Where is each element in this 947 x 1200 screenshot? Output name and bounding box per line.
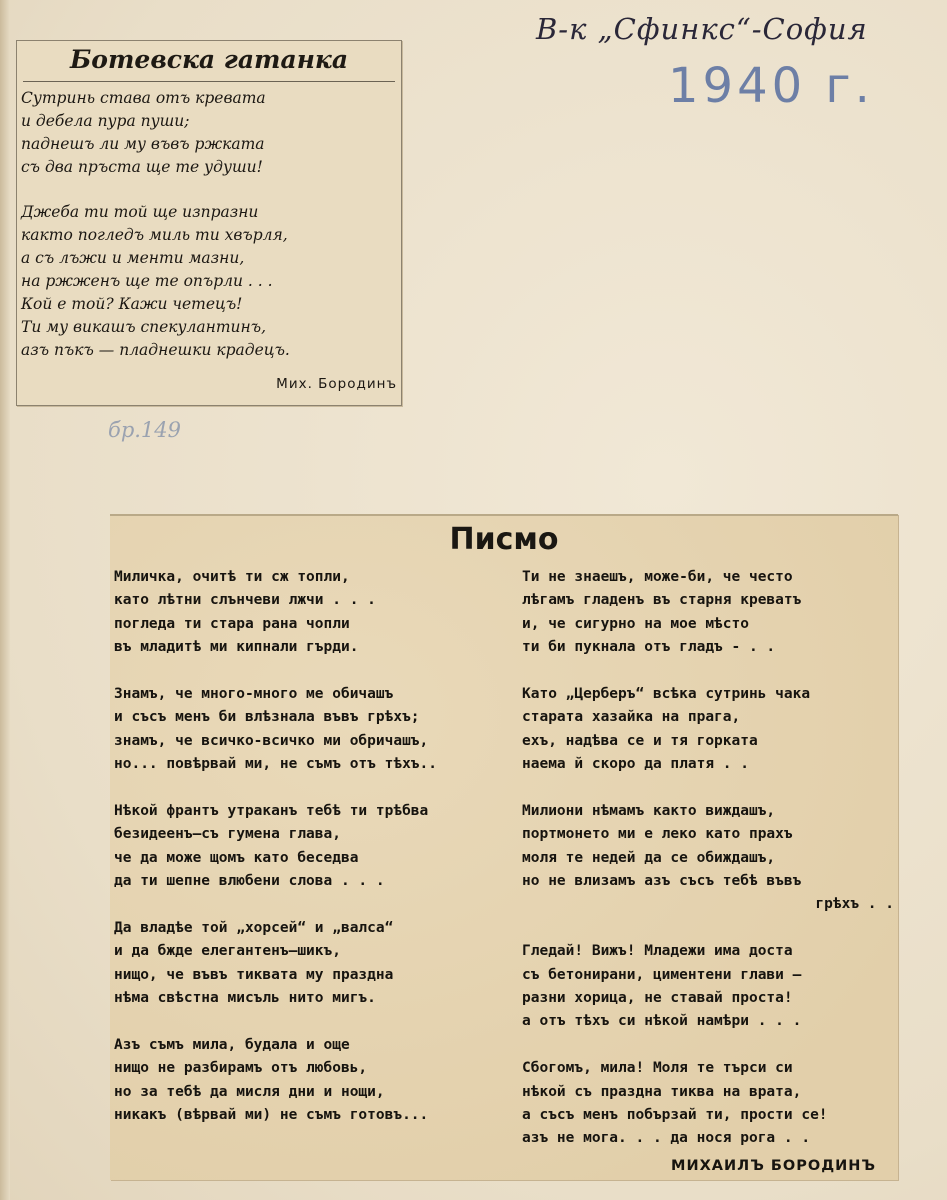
poem-line: нѣкой съ праздна тиква на врата, [522,1083,802,1100]
poem-stanza [522,1057,898,1151]
poem-stanza [522,800,898,917]
poem-line: наема й скоро да платя . . [522,756,749,773]
poem-line: че да може щомъ като беседва [114,849,359,866]
poem-line: Азъ съмъ мила, будала и още [114,1036,350,1053]
poem-line: въ младитѣ ми кипнали гърди. [114,639,359,656]
title-rule [23,81,395,82]
poem-line: нищо не разбирамъ отъ любовь, [114,1060,368,1077]
poem-line: а отъ тѣхъ си нѣкой намѣри . . . [522,1013,802,1030]
poem-stanza [114,1034,506,1128]
poem-line: Кой е той? Кажи четецъ! [21,295,243,313]
poem-line: ти би пукнала отъ гладъ - . . [522,639,776,656]
clipping-botevska-gatanka [16,40,402,406]
handwritten-year: 1940 г. [668,58,874,114]
poem-line: Нѣкой франтъ утраканъ тебѣ ти трѣбва [114,802,429,819]
clipping-title: Ботевска гатанка [69,45,349,74]
poem-stanza [114,917,506,1011]
poem-line: старата хазайка на прага, [522,709,741,726]
poem-stanza [522,940,898,1034]
poem-line: лѣгамъ гладенъ въ старня креватъ [522,592,802,609]
poem-line: Миличка, очитѣ ти сж топли, [114,569,350,585]
poem-line: и да бжде елегантенъ—шикъ, [114,943,341,960]
handwritten-source-note: В-к „Сфинкс“-София [536,12,868,46]
handwritten-issue-ref: бр.149 [108,418,182,442]
poem-line: Като „Церберъ“ всѣка сутринь чака [522,685,811,702]
poem-line: на ржженъ ще те опърли . . . [21,272,273,290]
poem-stanza [114,566,506,660]
poem-line: но за тебѣ да мисля дни и нощи, [114,1083,385,1100]
poem-line: Гледай! Вижъ! Младежи има доста [522,943,793,960]
poem-stanza [21,201,290,362]
poem-line: и дебела пура пуши; [21,112,190,130]
poem-line: моля те недей да се обиждашъ, [522,849,776,866]
poem-line: паднешъ ли му въвъ ржката [21,135,265,153]
poem-line: Милиони нѣмамъ както виждашъ, [522,802,776,819]
poem-line: Знамъ, че много-много ме обичашъ [114,685,394,702]
clipping-pismo [110,514,898,1180]
poem-line: погледа ти стара рана чопли [114,615,350,632]
poem-stanza [114,683,506,777]
top-rule [110,514,898,516]
poem-stanza [522,683,898,777]
poem-line: Джеба ти той ще изпразни [21,203,259,221]
poem-line: а съ лъжи и менти мазни, [21,249,245,267]
poem-line: азъ не мога. . . да нося рога . . [522,1130,811,1147]
poem-line: да ти шепне влюбени слова . . . [114,873,385,890]
poem-author: Мих. Бородинъ [276,376,397,392]
poem-line: портмонето ми е леко като прахъ [522,826,793,843]
poem-line: но... повѣрвай ми, не съмъ отъ тѣхъ.. [114,756,438,773]
poem-line: Да владѣе той „хорсей“ и „валса“ [114,919,394,936]
poem-line: но не влизамъ азъ съсъ тебѣ въвъ [522,873,802,890]
poem-line: Ти не знаешъ, може-би, че често [522,569,793,585]
poem-line: знамъ, че всичко-всичко ми обричашъ, [114,732,429,749]
poem-line: безидеенъ—съ гумена глава, [114,826,341,843]
poem-stanza [21,87,266,179]
clipping-title: Писмо [449,522,559,557]
poem-line: никакъ (вѣрвай ми) не съмъ готовъ... [114,1106,429,1123]
poem-line: съ бетонирани, циментени глави — [522,966,802,983]
poem-line: съ два пръста ще те удуши! [21,158,263,176]
poem-line-continuation: грѣхъ . . [815,896,894,913]
poem-line: като лѣтни слънчеви лжчи . . . [114,592,376,609]
poem-line: ехъ, надѣва се и тя горката [522,732,758,749]
poem-line: а съсъ менъ побързай ти, прости се! [522,1106,828,1123]
poem-line: и, че сигурно на мое мѣсто [522,615,749,632]
poem-line: азъ пъкъ — пладнешки крадецъ. [21,341,290,359]
poem-line: и съсъ менъ би влѣзнала въвъ грѣхъ; [114,709,420,726]
poem-line: разни хорица, не ставай проста! [522,990,793,1007]
poem-line: нѣма свѣстна мисъль нито мигъ. [114,990,376,1007]
poem-stanza [522,566,898,660]
poem-line: Ти му викашъ спекулантинъ, [21,318,267,336]
poem-line: Сбогомъ, мила! Моля те търси си [522,1060,793,1077]
poem-author: МИХАИЛЪ БОРОДИНЪ [671,1158,876,1174]
poem-column-right [522,566,898,1174]
poem-line: Сутринь става отъ кревата [21,89,266,107]
page-spine-shadow [0,0,10,1200]
poem-line: както погледъ миль ти хвърля, [21,226,288,244]
poem-stanza [114,800,506,894]
poem-line: нищо, че въвъ тиквата му праздна [114,966,394,983]
poem-column-left [114,566,506,1151]
